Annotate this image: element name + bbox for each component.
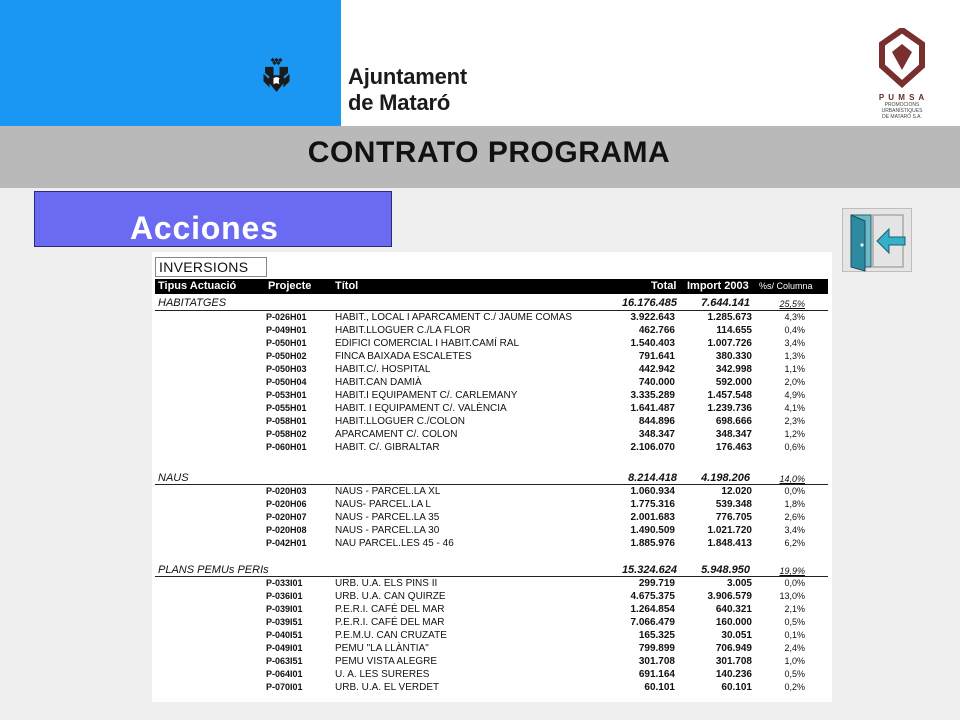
cell-import: 301.708 [715, 656, 752, 667]
group-pct-naus: 14,0% [779, 474, 805, 484]
cell-total: 740.000 [638, 377, 675, 388]
table-row [155, 486, 828, 499]
col-projecte: Projecte [268, 280, 312, 292]
cell-pct: 0,1% [784, 630, 805, 640]
table-row [155, 364, 828, 377]
group-total-naus: 8.214.418 [628, 472, 677, 484]
cell-total: 691.164 [638, 669, 675, 680]
cell-titol: URB. U.A. ELS PINS II [335, 578, 438, 589]
acciones-label[interactable]: Acciones [130, 210, 279, 246]
cell-projecte: P-033I01 [266, 578, 303, 588]
cell-titol: HABIT.CAN DAMIÀ [335, 377, 422, 388]
cell-import: 160.000 [715, 617, 752, 628]
cell-projecte: P-036I01 [266, 591, 303, 601]
cell-total: 165.325 [638, 630, 675, 641]
cell-pct: 4,3% [784, 312, 805, 322]
cell-import: 30.051 [721, 630, 752, 641]
cell-pct: 3,4% [784, 525, 805, 535]
cell-projecte: P-050H01 [266, 338, 307, 348]
col-total: Total [651, 280, 677, 292]
cell-titol: HABIT.I EQUIPAMENT C/. CARLEMANY [335, 390, 518, 401]
cell-pct: 1,0% [784, 656, 805, 666]
cell-import: 640.321 [715, 604, 752, 615]
cell-pct: 13,0% [779, 591, 805, 601]
table-row [155, 604, 828, 617]
pumsa-sub-3: DE MATARÓ S.A. [882, 114, 922, 120]
cell-projecte: P-020H07 [266, 512, 307, 522]
cell-titol: U. A. LES SURERES [335, 669, 430, 680]
cell-projecte: P-058H02 [266, 429, 307, 439]
table-row [155, 512, 828, 525]
cell-titol: FINCA BAIXADA ESCALETES [335, 351, 472, 362]
cell-import: 12.020 [721, 486, 752, 497]
table-row [155, 538, 828, 551]
table-row [155, 682, 828, 695]
cell-pct: 0,2% [784, 682, 805, 692]
cell-titol: EDIFICI COMERCIAL I HABIT.CAMÍ RAL [335, 338, 520, 349]
cell-pct: 0,5% [784, 669, 805, 679]
cell-titol: HABIT. I EQUIPAMENT C/. VALÈNCIA [335, 403, 507, 414]
cell-projecte: P-039I51 [266, 617, 303, 627]
table-row [155, 630, 828, 643]
cell-titol: NAUS- PARCEL.LA L [335, 499, 431, 510]
cell-import: 1.007.726 [707, 338, 752, 349]
table-row [155, 403, 828, 416]
cell-total: 7.066.479 [630, 617, 675, 628]
cell-total: 3.922.643 [630, 312, 675, 323]
cell-import: 114.655 [716, 325, 752, 336]
cell-pct: 0,6% [784, 442, 805, 452]
cell-projecte: P-064I01 [266, 669, 303, 679]
table-row [155, 429, 828, 442]
cell-projecte: P-070I01 [266, 682, 303, 692]
cell-projecte: P-058H01 [266, 416, 307, 426]
cell-total: 2.106.070 [630, 442, 675, 453]
table-row [155, 578, 828, 591]
cell-total: 844.896 [638, 416, 675, 427]
cell-import: 592.000 [715, 377, 752, 388]
inversions-label: INVERSIONS [155, 257, 267, 277]
cell-pct: 1,1% [784, 364, 805, 374]
cell-pct: 1,2% [784, 429, 805, 439]
cell-total: 1.885.976 [630, 538, 675, 549]
exit-door-icon [843, 209, 913, 273]
cell-import: 342.998 [715, 364, 752, 375]
table-row [155, 416, 828, 429]
cell-pct: 2,1% [784, 604, 805, 614]
cell-titol: HABIT.LLOGUER C./COLON [335, 416, 466, 427]
table-row [155, 617, 828, 630]
cell-projecte: P-050H03 [266, 364, 307, 374]
cell-titol: P.E.R.I. CAFÉ DEL MAR [335, 617, 445, 628]
cell-pct: 2,6% [784, 512, 805, 522]
cell-pct: 1,8% [784, 499, 805, 509]
cell-import: 3.906.579 [707, 591, 752, 602]
table-row [155, 351, 828, 364]
cell-total: 1.540.403 [630, 338, 675, 349]
cell-titol: URB. U.A. EL VERDET [335, 682, 440, 693]
group-total-habitatges: 16.176.485 [621, 297, 677, 309]
col-titol: Títol [335, 280, 359, 292]
cell-total: 348.347 [638, 429, 675, 440]
cell-import: 348.347 [715, 429, 752, 440]
cell-total: 3.335.289 [630, 390, 675, 401]
pumsa-sub-1: PROMOCIONS [884, 102, 920, 108]
table-row [155, 591, 828, 604]
cell-projecte: P-050H02 [266, 351, 307, 361]
cell-titol: PEMU VISTA ALEGRE [335, 656, 438, 667]
cell-total: 2.001.683 [630, 512, 675, 523]
pumsa-diamond-icon [864, 28, 940, 88]
page-title: CONTRATO PROGRAMA [307, 136, 671, 169]
cell-pct: 0,5% [784, 617, 805, 627]
cell-titol: HABIT. C/. GIBRALTAR [335, 442, 440, 453]
cell-projecte: P-026H01 [266, 312, 307, 322]
cell-import: 380.330 [715, 351, 752, 362]
cell-titol: P.E.M.U. CAN CRUZATE [335, 630, 447, 641]
table-row [155, 377, 828, 390]
table-row [155, 338, 828, 351]
cell-total: 1.490.509 [630, 525, 675, 536]
cell-titol: PEMU "LA LLÀNTIA" [335, 643, 429, 654]
cell-import: 706.949 [715, 643, 752, 654]
cell-pct: 1,3% [784, 351, 805, 361]
cell-total: 462.766 [638, 325, 675, 336]
cell-projecte: P-049H01 [266, 325, 307, 335]
cell-projecte: P-020H06 [266, 499, 307, 509]
cell-total: 1.641.487 [630, 403, 675, 414]
cell-titol: HABIT.LLOGUER C./LA FLOR [335, 325, 471, 336]
cell-projecte: P-020H08 [266, 525, 307, 535]
cell-projecte: P-053H01 [266, 390, 307, 400]
table-row [155, 499, 828, 512]
cell-titol: NAUS - PARCEL.LA 35 [335, 512, 440, 523]
cell-titol: HABIT., LOCAL I APARCAMENT C./ JAUME COMAS [335, 312, 573, 323]
logo-line-2: de Mataró [348, 90, 451, 115]
cell-titol: P.E.R.I. CAFÉ DEL MAR [335, 604, 445, 615]
divider [155, 484, 828, 485]
cell-titol: HABIT.C/. HOSPITAL [335, 364, 431, 375]
cell-titol: APARCAMENT C/. COLON [335, 429, 458, 440]
cell-pct: 4,1% [784, 403, 805, 413]
exit-button[interactable] [842, 208, 912, 272]
group-import-naus: 4.198.206 [701, 472, 750, 484]
cell-projecte: P-049I01 [266, 643, 303, 653]
cell-pct: 0,0% [784, 486, 805, 496]
cell-pct: 2,0% [784, 377, 805, 387]
group-total-plans: 15.324.624 [621, 564, 677, 576]
group-pct-habitatges: 25,5% [779, 299, 805, 309]
cell-projecte: P-020H03 [266, 486, 307, 496]
pumsa-name: P U M S A [878, 93, 926, 102]
cell-import: 1.021.720 [707, 525, 752, 536]
group-title-habitatges: HABITATGES [158, 297, 227, 309]
cell-import: 1.285.673 [707, 312, 752, 323]
cell-titol: NAU PARCEL.LES 45 - 46 [335, 538, 454, 549]
cell-titol: URB. U.A. CAN QUIRZE [335, 591, 446, 602]
pumsa-sub-2: URBANÍSTIQUES [881, 108, 923, 114]
cell-import: 140.236 [715, 669, 752, 680]
cell-total: 60.101 [644, 682, 675, 693]
cell-pct: 0,0% [784, 578, 805, 588]
cell-total: 799.899 [638, 643, 675, 654]
cell-projecte: P-060H01 [266, 442, 307, 452]
cell-projecte: P-042H01 [266, 538, 307, 548]
cell-import: 698.666 [715, 416, 752, 427]
cell-import: 176.463 [715, 442, 752, 453]
cell-projecte: P-040I51 [266, 630, 303, 640]
cell-total: 299.719 [638, 578, 675, 589]
cell-total: 442.942 [638, 364, 675, 375]
cell-projecte: P-063I51 [266, 656, 303, 666]
divider [155, 576, 828, 577]
table-row [155, 390, 828, 403]
cell-import: 1.457.548 [707, 390, 752, 401]
table-row [155, 669, 828, 682]
cell-projecte: P-039I01 [266, 604, 303, 614]
divider [155, 310, 828, 311]
cell-pct: 3,4% [784, 338, 805, 348]
cell-pct: 2,3% [784, 416, 805, 426]
group-title-naus: NAUS [158, 472, 189, 484]
cell-total: 1.775.316 [630, 499, 675, 510]
cell-titol: NAUS - PARCEL.LA 30 [335, 525, 440, 536]
ajuntament-logo-icon [262, 28, 346, 124]
cell-projecte: P-050H04 [266, 377, 307, 387]
cell-total: 1.264.854 [630, 604, 675, 615]
cell-pct: 2,4% [784, 643, 805, 653]
col-import: Import 2003 [687, 280, 749, 292]
table-row [155, 325, 828, 338]
cell-pct: 0,4% [784, 325, 805, 335]
col-tipus: Tipus Actuació [158, 280, 237, 292]
group-import-plans: 5.948.950 [701, 564, 750, 576]
cell-pct: 4,9% [784, 390, 805, 400]
pumsa-logo [864, 28, 940, 124]
cell-import: 1.848.413 [707, 538, 752, 549]
ajuntament-logo-text [348, 64, 467, 116]
cell-total: 301.708 [638, 656, 675, 667]
table-header [155, 279, 828, 294]
group-import-habitatges: 7.644.141 [701, 297, 750, 309]
cell-import: 776.705 [715, 512, 752, 523]
group-pct-plans: 19,9% [779, 566, 805, 576]
cell-import: 3.005 [726, 578, 752, 589]
logo-line-1: Ajuntament [348, 64, 468, 89]
cell-projecte: P-055H01 [266, 403, 307, 413]
table-row [155, 442, 828, 455]
cell-total: 1.060.934 [630, 486, 675, 497]
cell-total: 4.675.375 [630, 591, 675, 602]
table-row [155, 525, 828, 538]
table-row [155, 656, 828, 669]
cell-import: 60.101 [721, 682, 752, 693]
col-pct: %s/ Columna [759, 281, 813, 291]
cell-import: 1.239.736 [707, 403, 752, 414]
group-title-plans: PLANS PEMUs PERIs [158, 564, 269, 576]
cell-total: 791.641 [638, 351, 675, 362]
table-row [155, 312, 828, 325]
cell-titol: NAUS - PARCEL.LA XL [335, 486, 441, 497]
cell-pct: 6,2% [784, 538, 805, 548]
table-row [155, 643, 828, 656]
cell-import: 539.348 [715, 499, 752, 510]
